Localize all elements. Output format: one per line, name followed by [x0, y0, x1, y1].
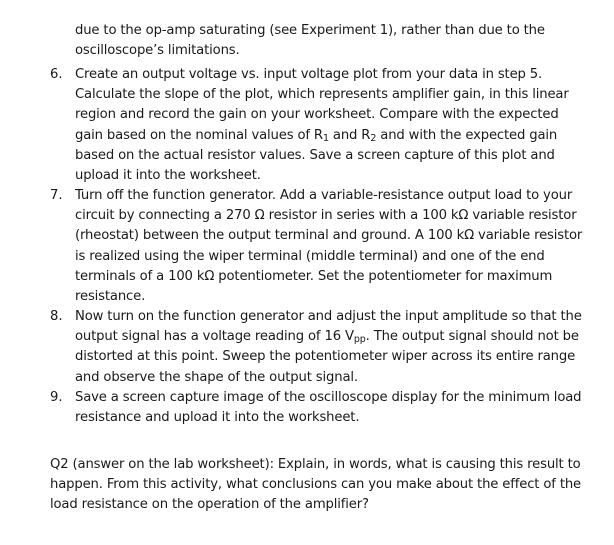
step-text: Turn off the function generator. Add a variable-resistance output load to your circuit by connecting a 270 Ω resistor in series with a 100 kΩ variable resistor (rheostat) between the output terminal and ground. A 100 kΩ variable resistor is realized using the wiper terminal (middle terminal) and one of the end terminals of a 100 kΩ potentiometer. Set the potentiometer for maximum resistance.: [75, 188, 583, 305]
step-number: 8.: [50, 309, 63, 324]
step-number: 9.: [50, 390, 63, 405]
continuation-paragraph: due to the op-amp saturating (see Experiment 1), rather than due to the oscilloscope’s limitations.: [75, 23, 545, 59]
question-q2: Q2 (answer on the lab worksheet): Explain, in words, what is causing this result to happen. From this activity, what conclusions can you make about the effect of the load resistance on the operation of the amplifier?: [50, 457, 582, 513]
step-text: Create an output voltage vs. input voltage plot from your data in step 5. Calculate the slope of the plot, which represents amplifier gain, in this linear region and record the gain on your worksheet. Compare with the expected gain based on the nominal values of $R_1$ and $R_2$ and with the expected gain based on the actual resistor values. Save a screen capture of this plot and upload it into the worksheet.: [75, 67, 569, 184]
step-number: 7.: [50, 188, 63, 203]
step-number: 6.: [50, 67, 63, 82]
step-text: Now turn on the function generator and adjust the input amplitude so that the output signal has a voltage reading of 16 $V_{pp}$. The output signal should not be distorted at this point. Sweep the potentiometer wiper across its entire range and observe the shape of the output signal.: [75, 309, 582, 385]
step-text: Save a screen capture image of the oscilloscope display for the minimum load resistance and upload it into the worksheet.: [75, 390, 582, 426]
